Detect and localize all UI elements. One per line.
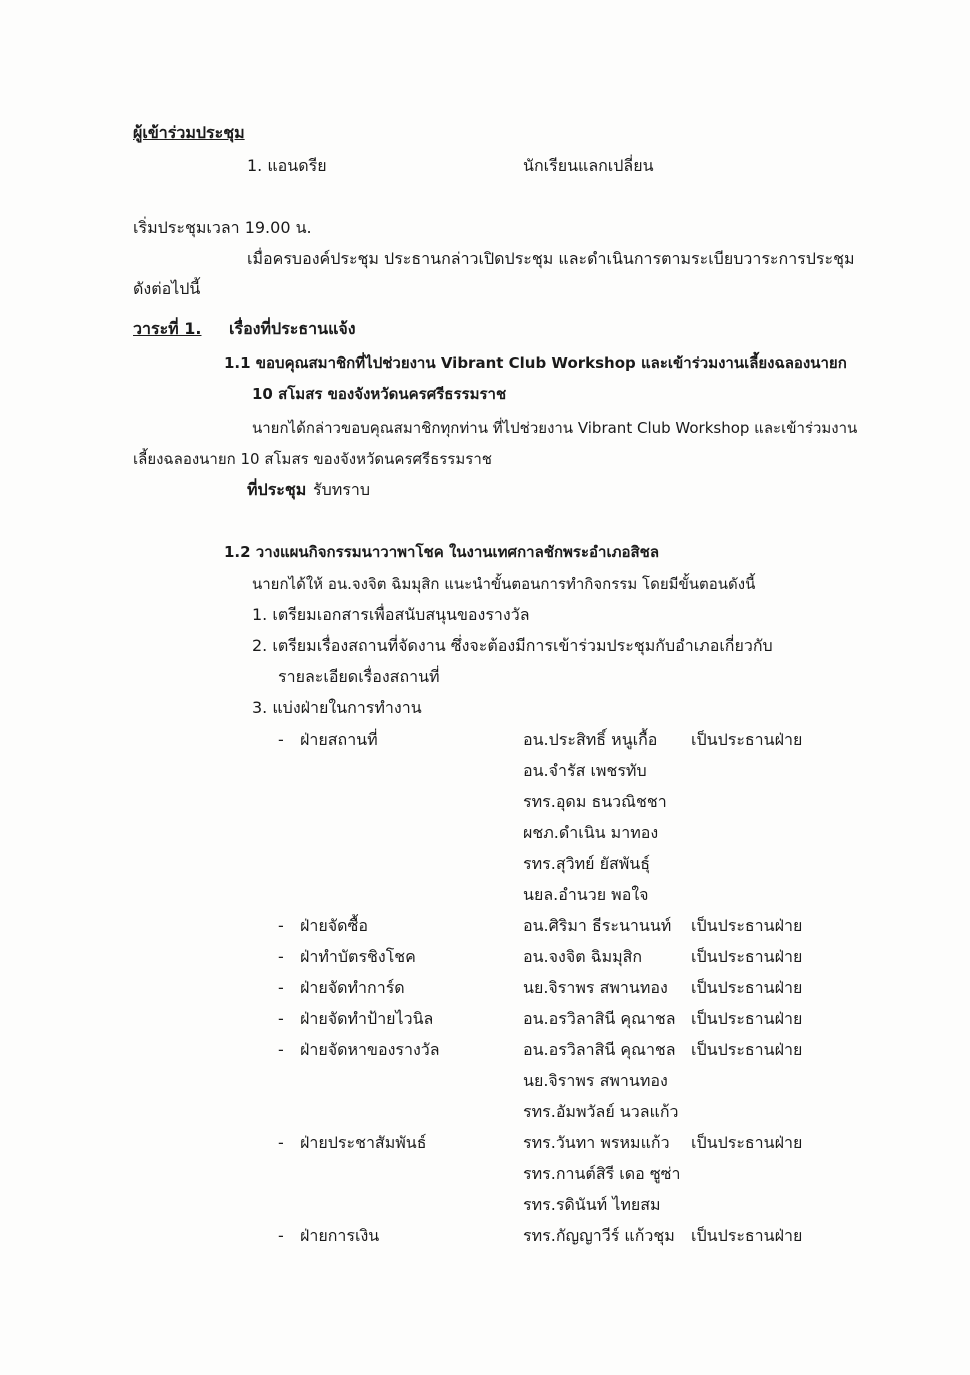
start-time: เริ่มประชุมเวลา 19.00 น. [133, 218, 312, 237]
item-1-1-title-line1: 1.1 ขอบคุณสมาชิกที่ไปช่วยงาน Vibrant Club Workshop และเข้าร่วมงานเลี้ยงฉลองนายก [224, 354, 847, 372]
committee-chair-label: เป็นประธานฝ่าย [691, 1133, 803, 1152]
committee-chair-label: เป็นประธานฝ่าย [691, 978, 803, 997]
item-1-1-body-line2: เลี้ยงฉลองนายก 10 สโมสร ของจังหวัดนครศรีธรรมราช [133, 450, 492, 468]
committee-member: รทร.รดินันท์ ไทยสม [523, 1195, 661, 1214]
committee-dept: ฝ่ายสถานที่ [300, 730, 378, 749]
item-1-2-intro: นายกได้ให้ อน.จงจิต ฉิมมุสิก แนะนำขั้นตอนการทำกิจกรรม โดยมีขั้นตอนดังนี้ [252, 575, 756, 593]
opening-paragraph-line1: เมื่อครบองค์ประชุม ประธานกล่าวเปิดประชุม และดำเนินการตามระเบียบวาระการประชุม [247, 249, 855, 268]
committee-member: ผชภ.ดำเนิน มาทอง [523, 823, 659, 842]
committee-member: นย.จิราพร สพานทอง [523, 978, 668, 997]
committee-member: อน.ประสิทธิ์ หนูเกื้อ [523, 730, 658, 749]
committee-chair-label: เป็นประธานฝ่าย [691, 947, 803, 966]
committee-member: รทร.อุดม ธนวณิชชา [523, 792, 667, 811]
attendees-heading: ผู้เข้าร่วมประชุม [133, 123, 245, 142]
committee-dash: - [278, 916, 284, 935]
committee-chair-label: เป็นประธานฝ่าย [691, 1226, 803, 1245]
committee-member: อน.จงจิต ฉิมมุสิก [523, 947, 643, 966]
committee-chair-label: เป็นประธานฝ่าย [691, 1009, 803, 1028]
committee-chair-label: เป็นประธานฝ่าย [691, 1040, 803, 1059]
step-2-line2: รายละเอียดเรื่องสถานที่ [278, 667, 440, 686]
committee-member: อน.ศิริมา ธีระนานนท์ [523, 916, 672, 935]
item-1-1-body-line1: นายกได้กล่าวขอบคุณสมาชิกทุกท่าน ที่ไปช่วยงาน Vibrant Club Workshop และเข้าร่วมงาน [252, 419, 858, 437]
committee-dept: ฝ่ายจัดทำป้ายไวนิล [300, 1009, 434, 1028]
committee-member: นยล.อำนวย พอใจ [523, 885, 649, 904]
attendee-role: นักเรียนแลกเปลี่ยน [523, 156, 654, 175]
step-2-line1: 2. เตรียมเรื่องสถานที่จัดงาน ซึ่งจะต้องมีการเข้าร่วมประชุมกับอำเภอเกี่ยวกับ [252, 636, 773, 655]
committee-dept: ฝ่ายจัดทำการ์ด [300, 978, 405, 997]
committee-dash: - [278, 947, 284, 966]
committee-member: รทร.สุวิทย์ ยัสพันธุ์ [523, 854, 650, 873]
committee-dept: ฝ่ายจัดซื้อ [300, 916, 368, 935]
committee-dash: - [278, 978, 284, 997]
committee-dept: ฝ่าทำบัตรชิงโชค [300, 947, 416, 966]
agenda-label: วาระที่ 1. [133, 319, 202, 338]
agenda-title: เรื่องที่ประธานแจ้ง [229, 319, 356, 338]
committee-member: อน.อรวิลาสินี คุณาชล [523, 1009, 676, 1028]
opening-paragraph-line2: ดังต่อไปนี้ [133, 279, 201, 298]
attendee-name: 1. แอนดรีย [247, 156, 327, 175]
committee-member: อน.จำรัส เพชรทับ [523, 761, 647, 780]
item-1-2-title: 1.2 วางแผนกิจกรรมนาวาพาโชค ในงานเทศกาลชักพระอำเภอสิชล [224, 543, 660, 561]
committee-dash: - [278, 1040, 284, 1059]
committee-member: รทร.กัญญาวีร์ แก้วชุม [523, 1226, 675, 1245]
step-3: 3. แบ่งฝ่ายในการทำงาน [252, 698, 422, 717]
committee-dash: - [278, 730, 284, 749]
committee-dash: - [278, 1226, 284, 1245]
committee-chair-label: เป็นประธานฝ่าย [691, 916, 803, 935]
committee-dept: ฝ่ายจัดหาของรางวัล [300, 1040, 440, 1059]
committee-member: นย.จิราพร สพานทอง [523, 1071, 668, 1090]
committee-member: รทร.วันทา พรหมแก้ว [523, 1133, 670, 1152]
resolution-label: ที่ประชุม [247, 480, 307, 499]
committee-dash: - [278, 1133, 284, 1152]
committee-dept: ฝ่ายการเงิน [300, 1226, 380, 1245]
committee-chair-label: เป็นประธานฝ่าย [691, 730, 803, 749]
committee-dash: - [278, 1009, 284, 1028]
committee-member: รทร.กานต์สิรี เดอ ซูซ่า [523, 1164, 681, 1183]
committee-member: อน.อรวิลาสินี คุณาชล [523, 1040, 676, 1059]
committee-dept: ฝ่ายประชาสัมพันธ์ [300, 1133, 427, 1152]
step-1: 1. เตรียมเอกสารเพื่อสนับสนุนของรางวัล [252, 605, 530, 624]
committee-member: รทร.อัมพวัลย์ นวลแก้ว [523, 1102, 679, 1121]
resolution-text: รับทราบ [313, 480, 371, 499]
item-1-1-title-line2: 10 สโมสร ของจังหวัดนครศรีธรรมราช [252, 385, 507, 403]
